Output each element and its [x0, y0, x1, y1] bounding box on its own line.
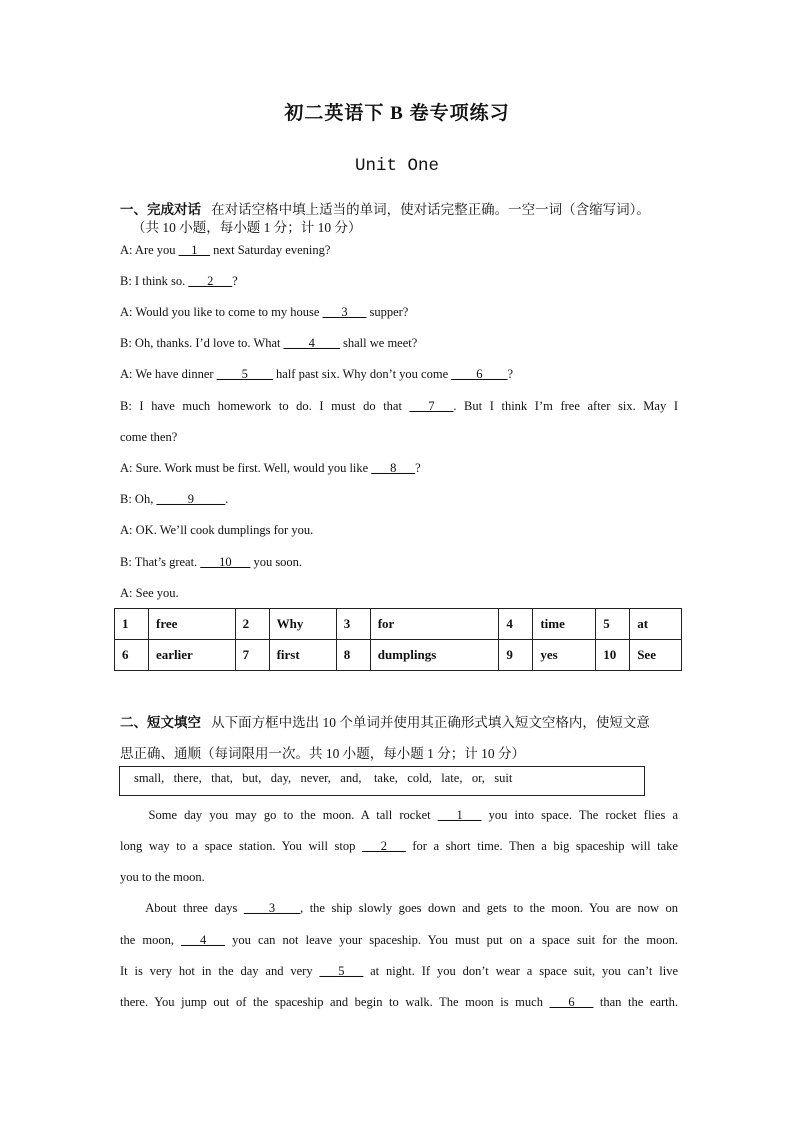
answer-row	[115, 640, 682, 671]
answer-number: 9	[499, 640, 533, 671]
answer-word: dumplings	[370, 640, 499, 671]
section2-note: 思正确、通顺（每词限用一次。共 10 小题，每小题 1 分；计 10 分）	[120, 746, 525, 761]
word-box: small, there, that, but, day, never, and, take, cold, late, or, suit	[119, 766, 645, 796]
dialogue-line-1: A: Are you __1__ next Saturday evening?	[120, 243, 331, 257]
passage-line: there. You jump out of the spaceship and begin to walk. The moon is much ___6___ than the earth.	[120, 995, 678, 1009]
answer-number: 1	[115, 609, 149, 640]
answer-number: 3	[336, 609, 370, 640]
passage-blank-6: ___6___	[549, 995, 594, 1009]
answer-row	[115, 609, 682, 640]
answer-word: for	[370, 609, 499, 640]
answer-table	[114, 608, 682, 671]
blank-5: ____5____	[216, 367, 273, 381]
blank-3: ___3___	[322, 305, 367, 319]
blank-7: ___7___	[409, 399, 454, 413]
section2-heading	[120, 711, 650, 731]
passage-blank-2: ___2___	[361, 839, 406, 853]
unit-title: Unit One	[354, 156, 439, 176]
passage-line: the moon, ___4___ you can not leave your spaceship. You must put on a space suit for the moon.	[120, 933, 678, 947]
answer-number: 5	[596, 609, 630, 640]
answer-number: 10	[596, 640, 630, 671]
section2-label: 二、短文填空	[120, 715, 201, 730]
answer-word: Why	[269, 609, 336, 640]
dialogue-line-4: B: Oh, thanks. I’d love to. What ____4____ shall we meet?	[120, 336, 418, 350]
blank-9: _____9_____	[156, 492, 226, 506]
document-title: 初二英语下 B 卷专项练习	[284, 103, 510, 124]
blank-2: ___2___	[188, 274, 233, 288]
answer-word: first	[269, 640, 336, 671]
section1-instructions: 在对话空格中填上适当的单词，使对话完整正确。一空一词（含缩写词）。	[211, 202, 650, 217]
passage-blank-1: ___1___	[437, 808, 482, 822]
dialogue-line-3: A: Would you like to come to my house ___3___ supper?	[120, 305, 409, 319]
answer-number: 6	[115, 640, 149, 671]
passage-blank-3: ____3____	[243, 901, 301, 915]
blank-6: ____6____	[451, 367, 508, 381]
blank-8: ___8___	[371, 461, 416, 475]
passage-line: About three days ____3____, the ship slowly goes down and gets to the moon. You are now on	[120, 901, 678, 915]
answer-number: 8	[336, 640, 370, 671]
answer-number: 2	[235, 609, 269, 640]
dialogue-line-6: B: I have much homework to do. I must do that ___7___. But I think I’m free after six. May I	[120, 399, 678, 413]
section1-label: 一、完成对话	[120, 202, 201, 217]
answer-word: free	[149, 609, 236, 640]
answer-word: earlier	[149, 640, 236, 671]
dialogue-line-11: A: See you.	[120, 586, 179, 600]
passage-line: Some day you may go to the moon. A tall rocket ___1___ you into space. The rocket flies a	[120, 808, 679, 822]
dialogue-line-2: B: I think so. ___2___?	[120, 274, 238, 288]
answer-number: 4	[499, 609, 533, 640]
blank-1: __1__	[178, 243, 210, 257]
dialogue-line-7: A: Sure. Work must be first. Well, would you like ___8___?	[120, 461, 421, 475]
answer-word: See	[630, 640, 682, 671]
answer-word: at	[630, 609, 682, 640]
passage-line: you to the moon.	[120, 870, 205, 884]
dialogue-line-10: B: That’s great. ___10___ you soon.	[120, 555, 303, 569]
dialogue-line-5: A: We have dinner ____5____ half past six. Why don’t you come ____6____?	[120, 367, 514, 381]
answer-word: time	[533, 609, 596, 640]
passage-line: It is very hot in the day and very ___5___ at night. If you don’t wear a space suit, you can’t live	[120, 964, 678, 978]
section2-instructions: 从下面方框中选出 10 个单词并使用其正确形式填入短文空格内，使短文意	[211, 715, 650, 730]
dialogue-line-9: A: OK. We’ll cook dumplings for you.	[120, 523, 314, 537]
passage-line: long way to a space station. You will stop ___2___ for a short time. Then a big spaceship will take	[120, 839, 678, 853]
section1-heading	[120, 198, 650, 218]
dialogue-line-8: B: Oh, _____9_____.	[120, 492, 229, 506]
passage-blank-4: ___4___	[181, 933, 225, 947]
section1-note: （共 10 小题，每小题 1 分；计 10 分）	[132, 220, 362, 235]
blank-4: ____4____	[283, 336, 340, 350]
passage-blank-5: ___5___	[319, 964, 364, 978]
dialogue-line-6-cont: come then?	[120, 430, 178, 444]
answer-word: yes	[533, 640, 596, 671]
answer-number: 7	[235, 640, 269, 671]
blank-10: ___10___	[200, 555, 251, 569]
